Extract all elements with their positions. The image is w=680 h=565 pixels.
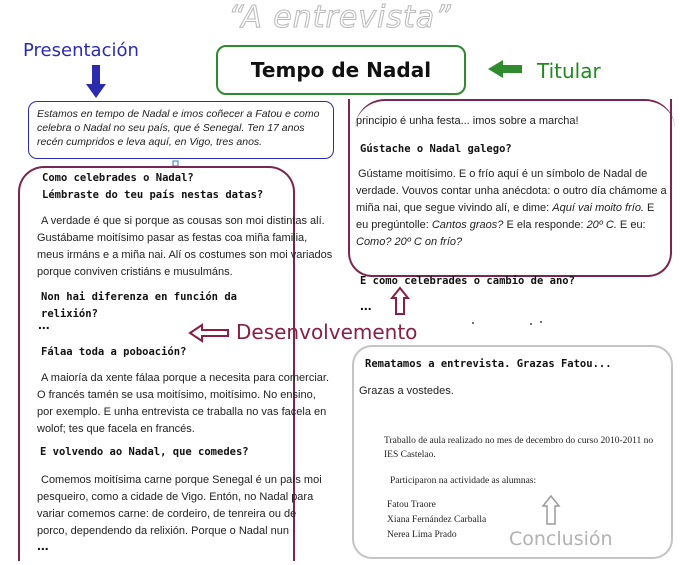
answer-5-text: E eu: <box>616 219 646 231</box>
ellipsis-1: ... <box>38 316 50 332</box>
arrow-left-icon <box>488 60 522 78</box>
question-6: E como celebrades o cambio de ano? <box>360 275 575 287</box>
ellipsis-3: ... <box>360 297 372 313</box>
participants-label: Participaron na actividade as alumnas: <box>390 476 537 486</box>
ellipsis-2: ... <box>37 537 49 553</box>
page-title: “A entrevista” <box>228 0 452 35</box>
question-2: Non hai diferenza en función da relixión? <box>41 291 237 320</box>
question-1-line-2: Lémbraste do teu país nestas datas? <box>42 189 264 201</box>
question-5: Gústache o Nadal galego? <box>360 143 512 155</box>
credit-note: Traballo de aula realizado no mes de decembro do curso 2010-2011 no IES Castelao. <box>384 436 654 460</box>
answer-4: Comemos moitísima carne porque Senegal é un país moi pesqueiro, como a cidade de Vigo. Entón, no Nadal para variar comemos carne: de cordeiro, de tenreira ou de porco, dependendo da relixión. Porque o Nadal nun <box>37 474 322 537</box>
label-conclusion: Conclusión <box>509 528 613 550</box>
answer-3: A maioría da xente fálaa porque a necesita para comerciar. O francés tamén se usa moitísimo, moitísimo. No ensino, por exemplo. E unha entrevista ce traballa no vas facela en wolof; tes que facela en francés. <box>37 372 330 435</box>
label-titular: Titular <box>537 59 601 83</box>
answer-5 <box>356 166 668 251</box>
headline: Tempo de Nadal <box>216 45 466 95</box>
answer-5-text: E eu pregúntolle: <box>356 202 655 231</box>
intro-box: Estamos en tempo de Nadal e imos coñecer a Fatou e como celebra o Nadal no seu país, que é Senegal. Ten 17 anos recén cumpridos e leva aquí, en Vigo, tres anos. <box>28 101 334 159</box>
answer-5-quote: 20º C. <box>586 219 617 231</box>
answer-5-text: Gústame moitísimo. E o frío aquí é un símbolo de Nadal de verdade. Vouvos contar unha anécdota: o outro día chámome a miña nai, que segue vivindo alí, e dime: <box>356 168 667 214</box>
arrow-down-icon <box>86 65 106 98</box>
answer-1: A verdade é que si porque as cousas son moi distintas alí. Gustábame moitísimo pasar as festas coa miña familia, meus irmáns e a miña nai. Alí os costumes son moi variados porque conviven cristiáns e musulmáns. <box>37 215 333 278</box>
participant-name: Nerea Lima Prado <box>387 530 457 540</box>
answer-5-quote: Cantos graos? <box>431 219 504 231</box>
answer-5-quote: Como? 20º C on frío? <box>356 236 463 248</box>
answer-5-text: E ela responde: <box>503 219 587 231</box>
participant-name: Fatou Traore <box>387 500 436 510</box>
right-top-line: principio é unha festa... imos sobre a marcha! <box>356 115 579 127</box>
answer-5-quote: Aquí vai moito frío. <box>552 202 644 214</box>
final-question: Rematamos a entrevista. Grazas Fatou... <box>365 358 612 370</box>
label-presentacion: Presentación <box>23 40 139 61</box>
arrow-up-icon <box>392 288 408 314</box>
participant-name: Xiana Fernández Carballa <box>387 515 487 525</box>
question-3: Fálaa toda a poboación? <box>41 346 187 358</box>
question-4: E volvendo ao Nadal, que comedes? <box>40 446 249 458</box>
label-desenvolvemento: Desenvolvemento <box>236 320 418 344</box>
final-answer: Grazas a vostedes. <box>359 385 454 397</box>
question-1-line-1: Como celebrades o Nadal? <box>42 172 194 184</box>
